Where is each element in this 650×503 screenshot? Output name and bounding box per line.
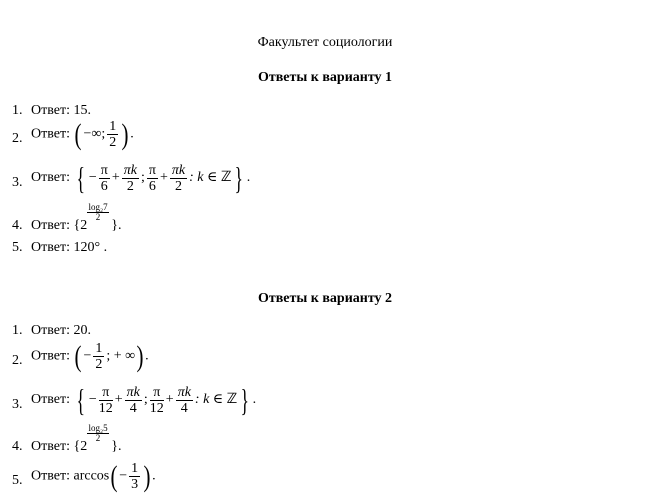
v1-item2-answer [31,119,134,150]
open-paren: ( [110,459,118,493]
v1-item1-answer [31,103,91,119]
v1-item3-number: 3. [12,175,23,190]
v1-item3-answer: Ответ: { − $\frac{\pi}{6}$ + $\frac{\pi k}{2}$ ; $\frac{\pi}{6}$ + $\frac{\pi k}{2}$ : k ∈ ℤ } . [31,160,251,196]
v1-item2-number: 2. [12,131,23,146]
faculty-title: Факультет социологии [257,35,393,50]
fraction: $\frac{1}{2}$ [95,341,103,372]
answer-label: Ответ: [31,170,70,186]
v2-item2-number: 2. [12,353,23,368]
period: . [130,126,134,142]
v2-item1-answer [31,323,91,339]
fraction: $\frac{1}{3}$ [131,461,139,492]
v2-item4-answer [31,423,122,455]
close-paren: ) [136,339,144,373]
close-brace: } [240,382,250,418]
fraction: $\frac{1}{2}$ [109,119,117,150]
open-brace: { [76,382,86,418]
fraction: $\frac{\pi}{6}$ [100,162,108,194]
v1-item5-answer [31,240,107,256]
close-brace: } [234,160,244,196]
close-paren: ) [121,117,129,151]
v2-item5-answer: Ответ: arccos( − $\frac{1}{3}$ ) . [31,459,156,493]
variant-1-heading: Ответы к варианту 1 [257,70,393,85]
v1-item5-number: 5. [12,240,23,255]
power-expression: {2 log₂5 2 }. [73,423,122,454]
open-brace: { [76,160,86,196]
integers-symbol: ℤ [226,391,238,408]
answer-label: Ответ: [31,240,70,255]
answer-label: Ответ: [31,323,70,338]
fraction: $\frac{\pi k}{4}$ [126,384,140,416]
answer-label: Ответ: [31,126,70,142]
v2-item1-number: 1. [12,323,23,338]
answer-label: Ответ: [31,392,70,408]
open-paren: ( [74,339,82,373]
function-name: arccos [73,468,110,484]
answer-label: Ответ: [31,103,70,118]
fraction: $\frac{\pi}{12}$ [98,384,113,416]
v1-item4-answer [31,202,122,234]
v2-item3-answer: Ответ: { − $\frac{\pi}{12}$ + $\frac{\pi k}{4}$ ; $\frac{\pi}{12}$ + $\frac{\pi k}{4}$ : k ∈ ℤ } . [31,382,257,418]
answer-value: 15. [73,103,91,118]
close-paren: ) [143,459,151,493]
v2-item2-answer: Ответ: ( − $\frac{1}{2}$ ; + ∞) . [31,339,149,373]
fraction: $\frac{\pi k}{2}$ [123,162,137,194]
answer-value: 120° . [73,240,108,255]
v2-item3-number: 3. [12,397,23,412]
v2-item5-number: 5. [12,473,23,488]
v1-item4-number: 4. [12,218,23,233]
variant-2-heading: Ответы к варианту 2 [257,291,393,306]
fraction: $\frac{\pi}{6}$ [148,162,156,194]
answer-label: Ответ: [31,439,70,454]
fraction: $\frac{\pi k}{4}$ [177,384,191,416]
fraction: $\frac{\pi}{12}$ [149,384,164,416]
answer-value: 20. [73,323,91,338]
answer-label: Ответ: [31,468,70,484]
answer-label: Ответ: [31,348,70,364]
interval-start: −∞; [83,126,106,142]
integers-symbol: ℤ [220,169,232,186]
v2-item4-number: 4. [12,439,23,454]
open-paren: ( [74,117,82,151]
v1-item1-number: 1. [12,103,23,118]
fraction: $\frac{\pi k}{2}$ [171,162,186,194]
answer-label: Ответ: [31,218,70,233]
power-expression: {2 log₂7 2 }. [73,202,122,233]
